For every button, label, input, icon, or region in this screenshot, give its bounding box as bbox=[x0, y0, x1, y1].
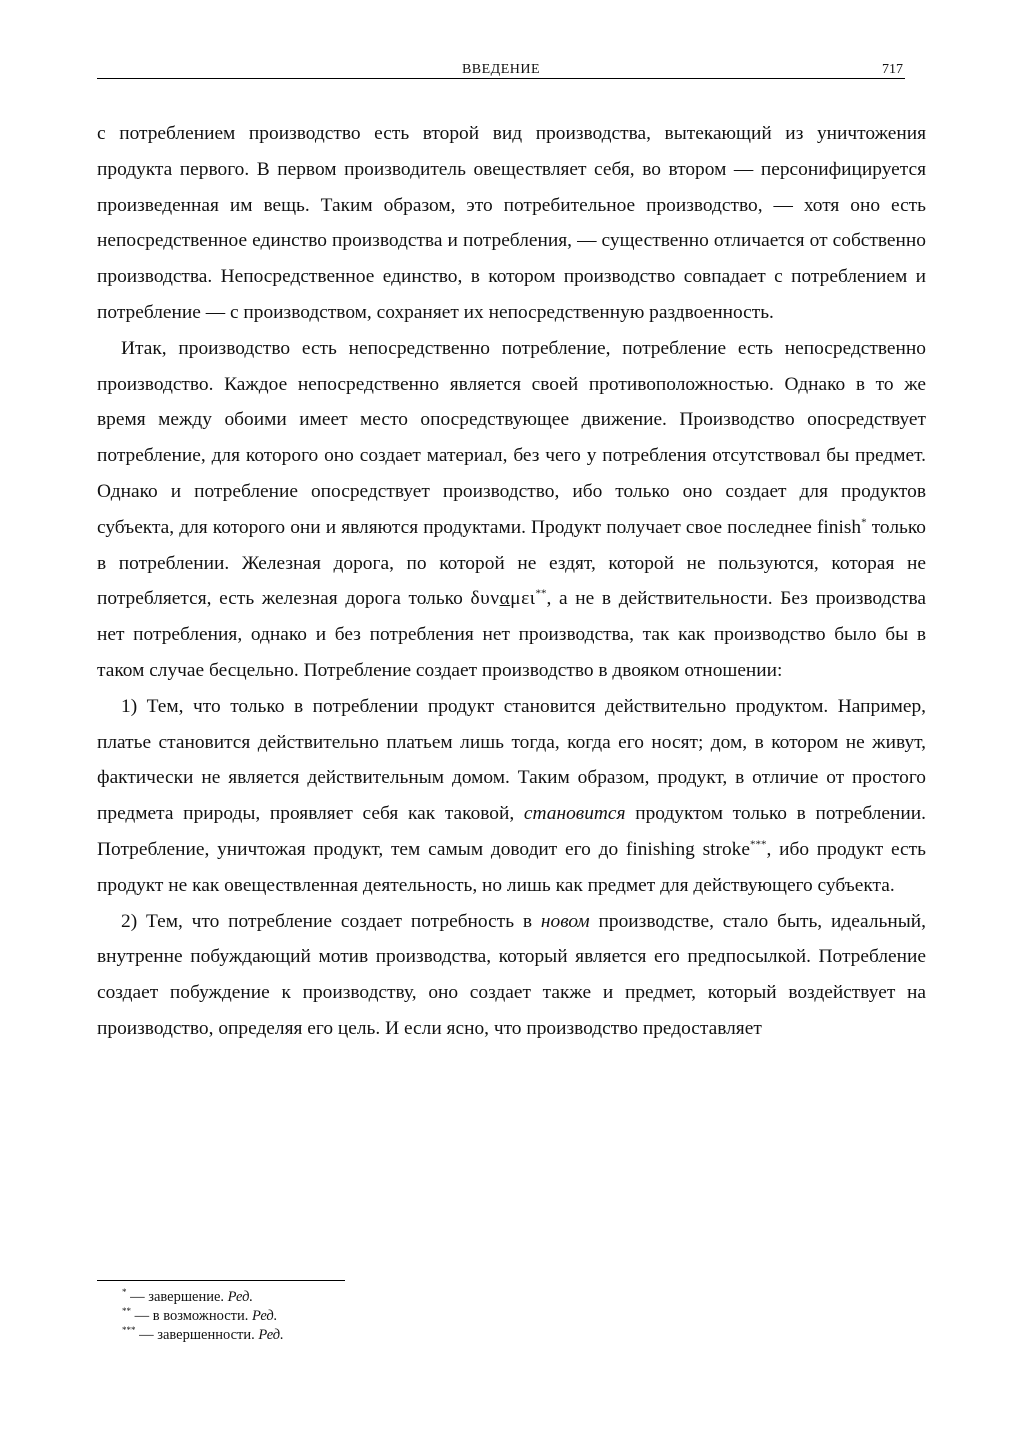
footnote-marker-1: * bbox=[861, 516, 867, 529]
running-header bbox=[97, 62, 905, 79]
paragraph-2-text-c: , а не в действительности. Без производства нет потребления, однако и без потребления нет производства, так как производство было бы в таком случае бесцельно. Потребление создает производство в двояком отношении: bbox=[97, 588, 926, 681]
paragraph-2-text-a: Итак, производство есть непосредственно потребление, потребление есть непосредственно производство. Каждое непосредственно является своей противоположностью. Однако в то же время между обоими имеет место опосредствующее движение. Производство опосредствует потребление, для которого оно создает материал, без чего у потребления отсутствовал бы предмет. Однако и потребление опосредствует производство, ибо только оно создает для продуктов субъекта, для которого они и являются продуктами. Продукт получает свое последнее finish bbox=[97, 337, 926, 538]
footnote-3-marker: *** bbox=[122, 1325, 136, 1336]
emphasis-becomes: становится bbox=[523, 803, 626, 825]
footnote-1-marker: * bbox=[122, 1287, 127, 1298]
chapter-title: ВВЕДЕНИЕ bbox=[461, 62, 541, 77]
paragraph-4 bbox=[97, 904, 926, 1047]
paragraph-2-text-b: только в потреблении. Железная дорога, по которой не ездят, которой не пользуются, которая не потребляется, есть железная дорога только bbox=[97, 516, 926, 610]
footnote-3-text: — завершенности. bbox=[135, 1327, 259, 1343]
footnote-separator bbox=[97, 1280, 345, 1281]
footnote-2-text: — в возможности. bbox=[131, 1308, 252, 1324]
footnotes bbox=[122, 1288, 622, 1345]
footnote-2-editor: Ред. bbox=[251, 1308, 278, 1324]
greek-word-part-3: μει bbox=[510, 588, 536, 610]
paragraph-4-text-a: 2) Тем, что потребление создает потребность в bbox=[121, 910, 541, 932]
footnote-marker-2: ** bbox=[535, 587, 547, 600]
paragraph-3 bbox=[97, 689, 926, 904]
footnote-2 bbox=[122, 1307, 622, 1326]
footnote-1 bbox=[122, 1288, 622, 1307]
paragraph-4-text-b: производстве, стало быть, идеальный, внутренне побуждающий мотив производства, который является его предпосылкой. Потребление создает побуждение к производству, оно создает также и предмет, который воздействует на производство, определяя его цель. И если ясно, что производство предоставляет bbox=[97, 910, 926, 1039]
paragraph-3-text-c: , ибо продукт есть продукт не как овеществленная деятельность, но лишь как предмет для действующего субъекта. bbox=[97, 838, 926, 896]
emphasis-new: новом bbox=[540, 910, 590, 932]
paragraph-1 bbox=[97, 116, 926, 331]
footnote-3-editor: Ред. bbox=[258, 1327, 284, 1343]
footnote-marker-3: *** bbox=[750, 838, 767, 851]
greek-word-part-1: δυν bbox=[470, 588, 500, 610]
paragraph-3-text-b: продуктом только в потреблении. Потребление, уничтожая продукт, тем самым доводит его до finishing stroke bbox=[97, 803, 927, 860]
paragraph-1-text: с потреблением производство есть второй вид производства, вытекающий из уничтожения продукта первого. В первом производитель овеществляет себя, во втором — персонифицируется произведенная им вещь. Таким образом, это потребительное производство, — хотя оно есть непосредственное единство производства и потребления, — существенно отличается от собственно производства. Непосредственное единство, в котором производство совпадает с потреблением и потребление — с производством, сохраняет их непосредственную раздвоенность. bbox=[97, 123, 926, 323]
footnote-2-marker: ** bbox=[122, 1306, 131, 1317]
footnote-3 bbox=[122, 1326, 622, 1345]
footnote-1-text: — завершение. bbox=[126, 1289, 228, 1305]
body-text bbox=[97, 116, 926, 1047]
page-number: 717 bbox=[882, 62, 903, 77]
greek-word-underlined: α bbox=[499, 588, 511, 610]
greek-word bbox=[470, 588, 535, 609]
paragraph-3-text-a: 1) Тем, что только в потреблении продукт становится действительно продуктом. Например, платье становится действительно платьем лишь тогда, когда его носят; дом, в котором не живут, фактически не является действительным домом. Таким образом, продукт, в отличие от простого предмета природы, проявляет себя как таковой, bbox=[97, 695, 926, 825]
footnote-1-editor: Ред. bbox=[227, 1289, 254, 1305]
paragraph-2 bbox=[97, 331, 926, 689]
